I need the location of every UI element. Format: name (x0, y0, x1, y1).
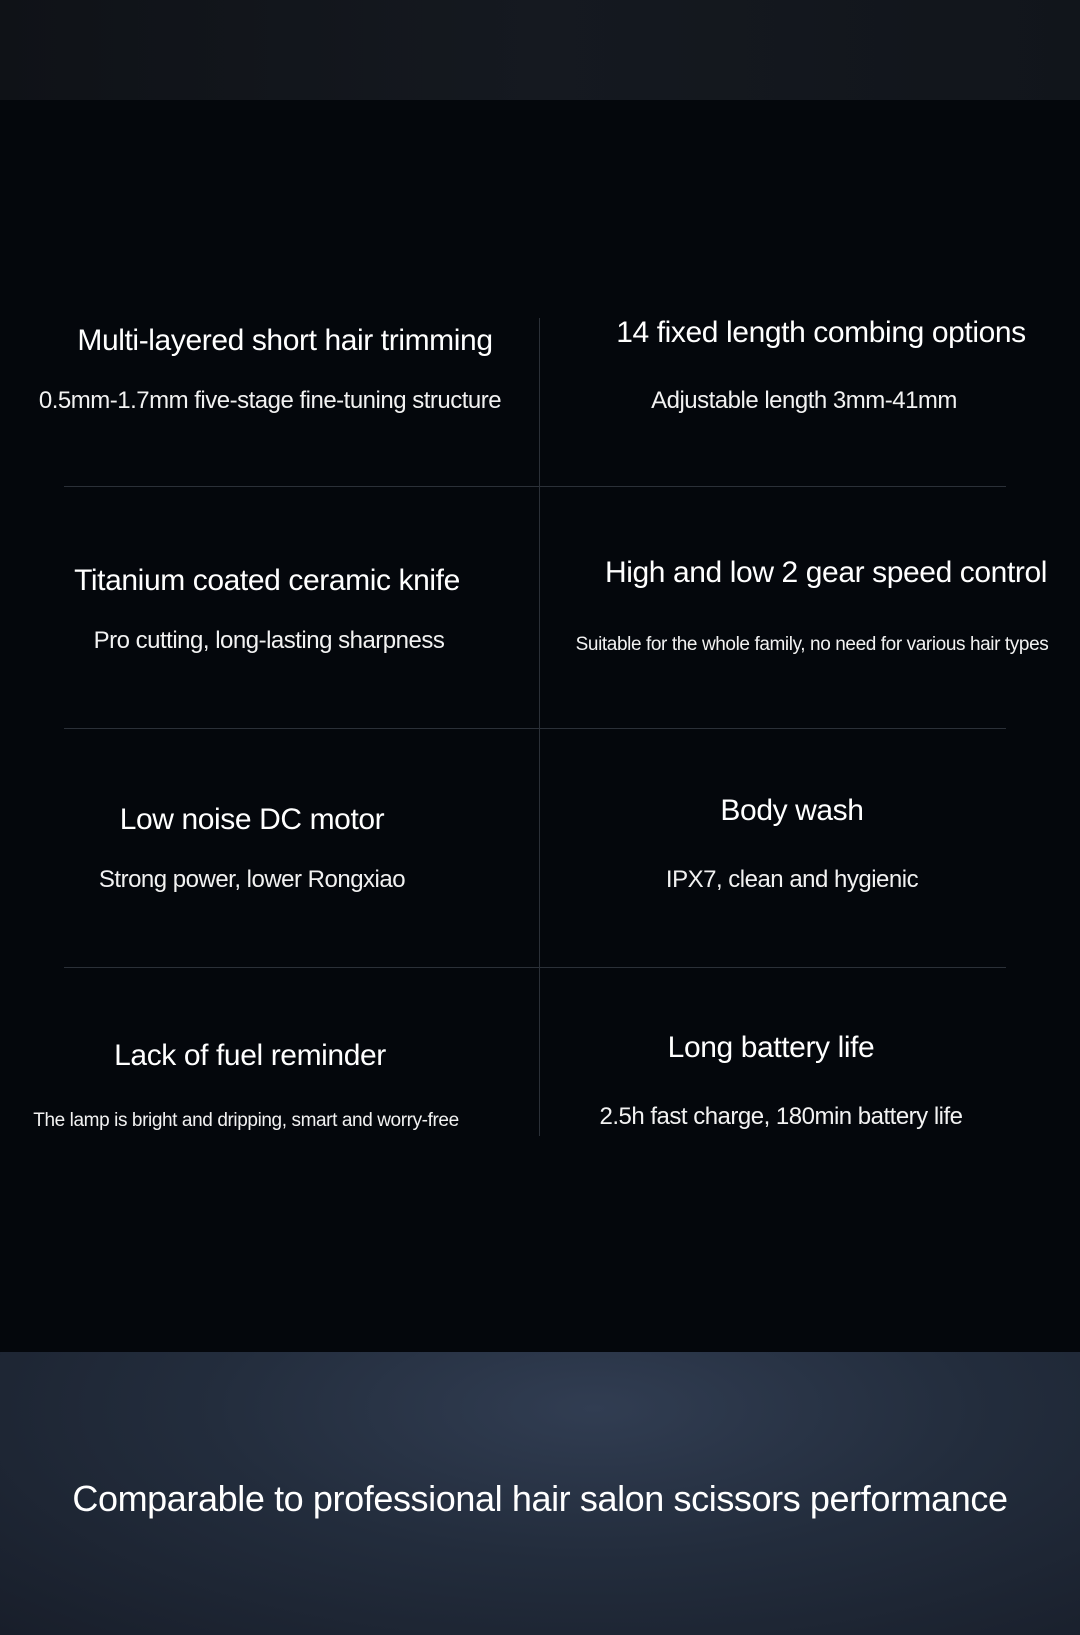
feature-title: Lack of fuel reminder (114, 1039, 386, 1072)
feature-title: 14 fixed length combing options (616, 316, 1026, 349)
feature-desc: Suitable for the whole family, no need for various hair types (575, 634, 1049, 655)
feature-title: Titanium coated ceramic knife (74, 564, 460, 597)
feature-desc: Pro cutting, long-lasting sharpness (93, 627, 445, 654)
feature-desc: Strong power, lower Rongxiao (98, 866, 406, 893)
feature-title: Low noise DC motor (119, 803, 385, 836)
tagline-banner (0, 1352, 1080, 1635)
grid-divider-vertical (539, 318, 540, 1136)
tagline: Comparable to professional hair salon scissors performance (72, 1478, 1008, 1519)
feature-desc: 2.5h fast charge, 180min battery life (599, 1103, 963, 1130)
feature-desc: The lamp is bright and dripping, smart and worry-free (33, 1110, 459, 1131)
feature-title: Body wash (720, 794, 864, 827)
feature-desc: Adjustable length 3mm-41mm (651, 387, 957, 414)
top-band (0, 0, 1080, 100)
grid-divider-horizontal (64, 967, 1006, 968)
feature-title: Long battery life (667, 1031, 875, 1064)
feature-desc: 0.5mm-1.7mm five-stage fine-tuning structure (38, 387, 502, 414)
feature-desc: IPX7, clean and hygienic (665, 866, 919, 893)
grid-divider-horizontal (64, 486, 1006, 487)
grid-divider-horizontal (64, 728, 1006, 729)
feature-title: Multi-layered short hair trimming (77, 324, 493, 357)
features-section (0, 100, 1080, 1352)
feature-title: High and low 2 gear speed control (604, 556, 1048, 589)
